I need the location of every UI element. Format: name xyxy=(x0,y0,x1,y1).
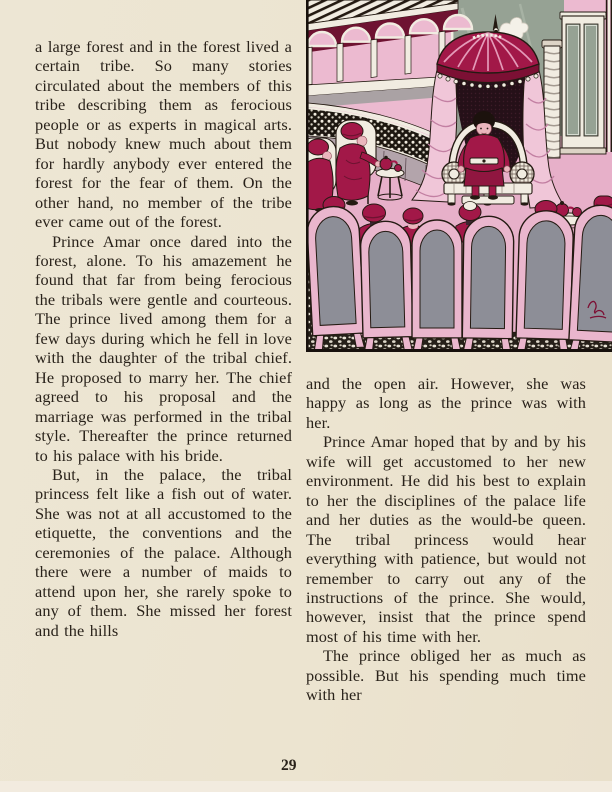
paragraph-fish-out-of-water: But, in the palace, the tribal princess felt like a fish out of water. She was not at all accustomed to the etiquette, the conventions and the ceremonies of the palace. Although there were a number of maids to attend upon her, she rarely spoke to any of them. She missed her forest and the hills xyxy=(35,464,292,640)
audience-chair xyxy=(360,221,413,352)
paragraph-prince-obliged: The prince obliged her as much as possible. But his spending much time with her xyxy=(306,646,586,705)
palace-court-drawing xyxy=(306,0,612,352)
audience-chair xyxy=(462,216,514,352)
left-text-column xyxy=(35,37,292,640)
audience-chair xyxy=(568,204,612,352)
palace-door xyxy=(560,12,606,154)
illustration-border-left xyxy=(306,0,309,352)
illustration-border-bottom xyxy=(306,349,612,352)
page-bottom-edge xyxy=(0,781,612,792)
paragraph-forest-tribe: a large forest and in the forest lived a certain tribe. So many stories circulated about the members of this tribe describing them as ferocious people or as experts in magical arts. But nobody knew much about them for hardly anybody ever entered the forest for the fear of them. On the other hand, no member of the tribe ever came out of the forest. xyxy=(35,37,292,232)
audience-chair xyxy=(516,210,574,352)
paragraph-prince-hopes: Prince Amar hoped that by and by his wife will get accustomed to her new environment. He did his best to explain to her the disciplines of the palace life and her duties as the would-be queen. The tribal princess would hear everything with patience, but would not remember to carry out any of the instructions of the prince. She would, however, insist that the prince spend most of his time with her. xyxy=(306,432,586,646)
palace-court-illustration xyxy=(306,0,612,352)
right-text-column xyxy=(306,374,586,705)
audience-chair xyxy=(412,220,462,352)
paragraph-prince-dares: Prince Amar once dared into the forest, alone. To his amazement he found that far from being ferocious the tribals were gentle and courteous. The prince lived among them for a few days during which he fell in love with the daughter of the tribal chief. He proposed to marry her. The chief agreed to his proposal and the marriage was performed in the tribal style. Thereafter the prince returned to his palace with his bride. xyxy=(35,231,292,465)
audience-chair xyxy=(306,205,365,350)
door-edge-strips xyxy=(606,0,612,152)
paragraph-open-air: and the open air. However, she was happy as long as the prince was with her. xyxy=(306,374,586,432)
page-number: 29 xyxy=(281,757,297,774)
